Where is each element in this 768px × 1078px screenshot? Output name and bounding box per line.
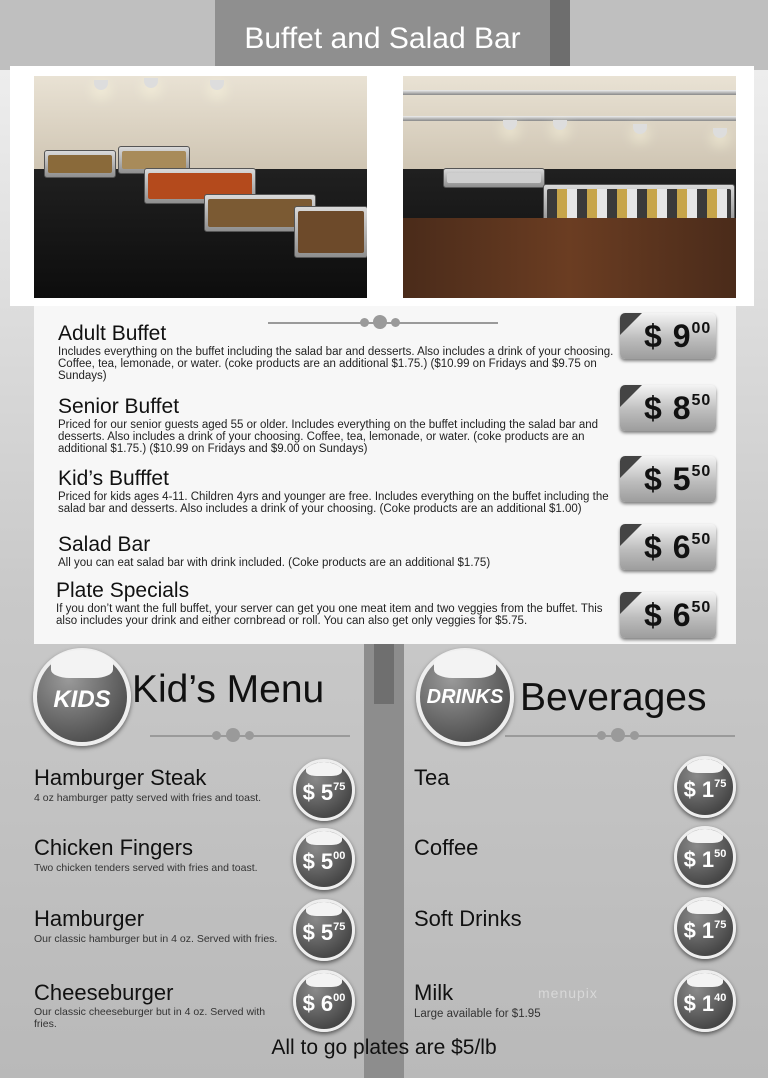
price-main: $ 1 xyxy=(683,847,715,872)
price-main: $ 1 xyxy=(683,991,715,1016)
buffet-photo-right xyxy=(403,76,736,298)
price-main: $ 6 xyxy=(644,529,692,565)
price-main: $ 9 xyxy=(644,318,692,354)
item-name: Salad Bar xyxy=(58,533,151,556)
price-cents: 75 xyxy=(714,778,727,790)
kids-item-name: Hamburger xyxy=(34,906,145,931)
badge-curl xyxy=(51,650,113,678)
drink-item-name: Tea xyxy=(414,765,450,790)
ornament-dot xyxy=(226,728,240,742)
price-cents: 75 xyxy=(333,921,346,933)
drinks-badge xyxy=(416,648,514,746)
price-badge xyxy=(674,970,736,1032)
badge-curl xyxy=(306,971,342,987)
price-tag xyxy=(620,313,716,359)
item-description: Priced for our senior guests aged 55 or older. Includes everything on the buffet including the salad bar and desserts. Also includes a drink of your choosing. Coffee, tea, lemonade, or water. (coke products are an additional $1.75.) ($10.99 on Fridays and $9.00 on Sundays) xyxy=(58,419,599,455)
price-badge xyxy=(674,826,736,888)
drink-item-name: Milk xyxy=(414,980,454,1005)
drink-item-name: Soft Drinks xyxy=(414,906,522,931)
kids-item-desc: Our classic hamburger but in 4 oz. Served with fries. xyxy=(34,933,278,945)
item-name: Senior Buffet xyxy=(58,395,180,418)
badge-curl xyxy=(434,650,496,678)
price-tag xyxy=(620,456,716,502)
price-main: $ 5 xyxy=(302,920,334,945)
footer-note: All to go plates are $5/lb xyxy=(271,1036,497,1059)
header-title-bar xyxy=(215,0,550,70)
price-tag xyxy=(620,524,716,570)
price xyxy=(677,991,733,1017)
price-cents: 50 xyxy=(691,463,712,480)
beverages-title: Beverages xyxy=(520,676,707,719)
price-cents: 50 xyxy=(691,599,712,616)
price-cents: 00 xyxy=(333,850,346,862)
counter-wood-front xyxy=(403,218,736,298)
kids-item-name: Chicken Fingers xyxy=(34,835,193,860)
ornament-dot xyxy=(630,731,639,740)
kids-menu-title: Kid’s Menu xyxy=(132,668,325,711)
buffet-item-plate-specials xyxy=(56,579,616,627)
price xyxy=(296,849,352,875)
column-divider-accent xyxy=(374,644,394,704)
buffet-item-senior xyxy=(58,395,618,455)
price xyxy=(644,318,711,355)
badge-curl xyxy=(306,829,342,845)
price xyxy=(677,847,733,873)
food-tray xyxy=(443,168,545,188)
badge-curl xyxy=(306,760,342,776)
price-badge xyxy=(293,899,355,961)
price-cents: 40 xyxy=(714,992,727,1004)
food-tray xyxy=(294,206,367,258)
tag-corner xyxy=(620,385,642,407)
price-tag xyxy=(620,592,716,638)
badge-curl xyxy=(687,827,723,843)
price-main: $ 1 xyxy=(683,918,715,943)
price xyxy=(296,920,352,946)
price-badge xyxy=(293,828,355,890)
price xyxy=(296,991,352,1017)
food-tray xyxy=(44,150,116,178)
price-main: $ 8 xyxy=(644,390,692,426)
buffet-item-salad-bar xyxy=(58,533,618,569)
kids-badge xyxy=(33,648,131,746)
price xyxy=(644,529,711,566)
price-cents: 75 xyxy=(333,781,346,793)
price-badge xyxy=(674,756,736,818)
item-name: Kid’s Bufffet xyxy=(58,467,169,490)
tag-corner xyxy=(620,524,642,546)
column-divider xyxy=(364,644,404,1078)
title-accent xyxy=(550,0,570,70)
watermark: menupix xyxy=(538,985,598,1001)
item-description: Priced for kids ages 4-11. Children 4yrs and younger are free. Includes everything on the buffet including the salad bar and desserts. Also includes a drink of your choosing. (Coke products are an additional $1.00) xyxy=(58,491,609,515)
badge-curl xyxy=(687,757,723,773)
tag-corner xyxy=(620,592,642,614)
ornament-dot xyxy=(212,731,221,740)
price xyxy=(677,918,733,944)
item-description: Includes everything on the buffet including the salad bar and desserts. Also includes a drink of your choosing. Coffee, tea, lemonade, or water. (coke products are an additional $1.75.) ($10.99 on Fridays and $9.75 on Sundays) xyxy=(58,346,614,382)
price-cents: 50 xyxy=(691,531,712,548)
badge-label: DRINKS xyxy=(426,686,504,708)
price-cents: 00 xyxy=(691,320,712,337)
price-cents: 50 xyxy=(691,392,712,409)
tag-corner xyxy=(620,313,642,335)
tag-corner xyxy=(620,456,642,478)
item-description: All you can eat salad bar with drink included. (Coke products are an additional $1.75) xyxy=(58,557,491,569)
price-main: $ 6 xyxy=(644,597,692,633)
price-main: $ 5 xyxy=(302,780,334,805)
kids-item-desc: 4 oz hamburger patty served with fries and toast. xyxy=(34,792,262,804)
badge-label: KIDS xyxy=(53,686,111,713)
ornament-dot xyxy=(611,728,625,742)
price-tag xyxy=(620,385,716,431)
item-description: If you don’t want the full buffet, your server can get you one meat item and two veggies from the buffet. This also includes your drink and either cornbread or roll. You can also get only veggies for $5.75. xyxy=(56,603,603,627)
buffet-item-kids xyxy=(58,467,618,515)
price-cents: 75 xyxy=(714,919,727,931)
ornament-dot xyxy=(245,731,254,740)
page-title: Buffet and Salad Bar xyxy=(244,22,521,55)
photo-panel xyxy=(10,66,754,306)
badge-curl xyxy=(687,971,723,987)
price xyxy=(677,777,733,803)
price xyxy=(296,780,352,806)
price-cents: 00 xyxy=(333,992,346,1004)
price-badge xyxy=(293,759,355,821)
sneeze-guard xyxy=(403,116,736,121)
buffet-photo-left xyxy=(34,76,367,298)
drink-item-desc: Large available for $1.95 xyxy=(414,1008,541,1020)
price-badge xyxy=(674,897,736,959)
price-badge xyxy=(293,970,355,1032)
price xyxy=(644,597,711,634)
price-main: $ 5 xyxy=(644,461,692,497)
kids-item-name: Cheeseburger xyxy=(34,980,174,1005)
sneeze-guard xyxy=(403,90,736,95)
ornament-dot xyxy=(597,731,606,740)
buffet-item-adult xyxy=(58,322,618,382)
badge-curl xyxy=(687,898,723,914)
kids-item-name: Hamburger Steak xyxy=(34,765,207,790)
price-cents: 50 xyxy=(714,848,727,860)
drink-item-name: Coffee xyxy=(414,835,479,860)
price-main: $ 6 xyxy=(302,991,334,1016)
price xyxy=(644,390,711,427)
price-main: $ 1 xyxy=(683,777,715,802)
item-name: Plate Specials xyxy=(56,579,190,602)
kids-item-desc: Two chicken tenders served with fries and toast. xyxy=(34,862,258,874)
price xyxy=(644,461,711,498)
kids-item-desc: Our classic cheeseburger but in 4 oz. Served with fries. xyxy=(34,1006,266,1030)
item-name: Adult Buffet xyxy=(58,322,167,345)
price-main: $ 5 xyxy=(302,849,334,874)
badge-curl xyxy=(306,900,342,916)
